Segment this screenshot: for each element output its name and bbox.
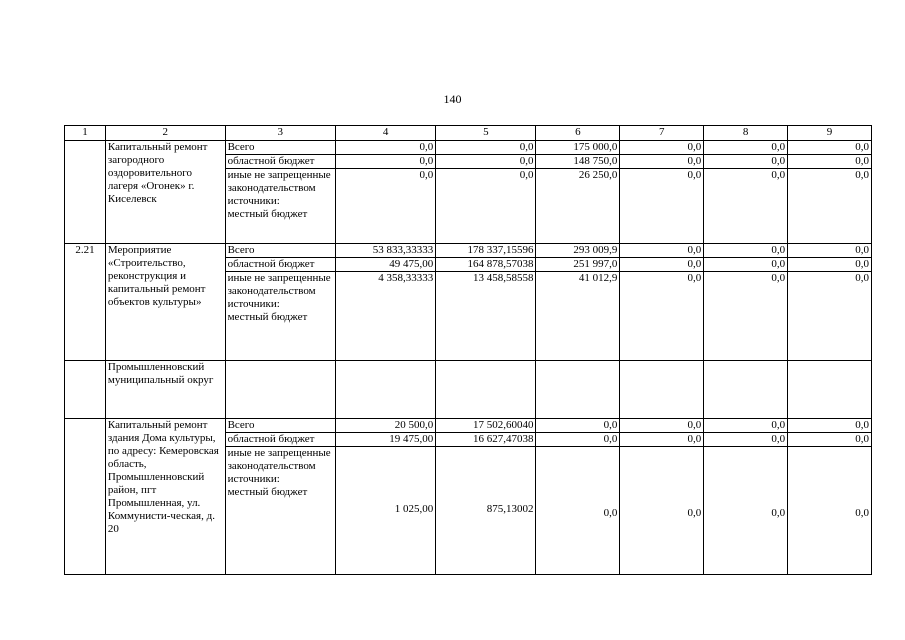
empty-cell xyxy=(788,361,872,419)
value-cell: 4 358,33333 xyxy=(336,272,436,361)
value-cell: 0,0 xyxy=(620,244,704,258)
value-cell: 0,0 xyxy=(704,169,788,244)
header-cell: 5 xyxy=(436,126,536,141)
row-index xyxy=(65,419,106,575)
funding-source xyxy=(225,169,335,244)
header-cell: 7 xyxy=(620,126,704,141)
value-cell: 49 475,00 xyxy=(336,258,436,272)
header-cell: 8 xyxy=(704,126,788,141)
table-header-row xyxy=(65,126,872,141)
empty-cell xyxy=(704,361,788,419)
header-cell: 9 xyxy=(788,126,872,141)
value-cell: 26 250,0 xyxy=(536,169,620,244)
value-cell: 0,0 xyxy=(704,155,788,169)
value-cell: 0,0 xyxy=(704,258,788,272)
source-local-label: местный бюджет xyxy=(227,486,308,498)
empty-cell xyxy=(536,361,620,419)
value-cell: 53 833,33333 xyxy=(336,244,436,258)
value-cell: 0,0 xyxy=(704,433,788,447)
value-cell: 0,0 xyxy=(620,272,704,361)
source-other-label: иные не запрещенные законодательством источники: xyxy=(227,447,331,485)
empty-cell xyxy=(620,361,704,419)
value-cell: 0,0 xyxy=(536,433,620,447)
value-cell: 13 458,58558 xyxy=(436,272,536,361)
header-cell: 4 xyxy=(336,126,436,141)
funding-source: Всего xyxy=(225,244,335,258)
value-cell: 0,0 xyxy=(436,141,536,155)
value-cell: 17 502,60040 xyxy=(436,419,536,433)
item-name: Промышленновский муниципальный округ xyxy=(105,361,225,419)
value-cell: 0,0 xyxy=(620,419,704,433)
value-cell: 0,0 xyxy=(788,169,872,244)
funding-source: Всего xyxy=(225,141,335,155)
funding-source: областной бюджет xyxy=(225,155,335,169)
value-cell: 0,0 xyxy=(436,169,536,244)
funding-source: Всего xyxy=(225,419,335,433)
empty-cell xyxy=(436,361,536,419)
value-cell: 0,0 xyxy=(620,258,704,272)
value-cell: 0,0 xyxy=(788,141,872,155)
budget-table xyxy=(64,125,872,575)
value-cell: 0,0 xyxy=(620,433,704,447)
funding-source xyxy=(225,272,335,361)
value-cell: 0,0 xyxy=(336,169,436,244)
funding-source: областной бюджет xyxy=(225,258,335,272)
value-cell: 0,0 xyxy=(788,155,872,169)
value-cell: 0,0 xyxy=(788,419,872,433)
header-cell: 2 xyxy=(105,126,225,141)
funding-source: областной бюджет xyxy=(225,433,335,447)
value-cell: 0,0 xyxy=(788,272,872,361)
header-cell: 3 xyxy=(225,126,335,141)
value-cell: 0,0 xyxy=(788,433,872,447)
value-cell: 0,0 xyxy=(536,419,620,433)
value-cell: 0,0 xyxy=(620,155,704,169)
item-name: Капитальный ремонт здания Дома культуры, по адресу: Кемеровская область, Промышленновский район, пгт Промышленная, ул. Коммунисти-ческая, д. 20 xyxy=(105,419,225,575)
table-row xyxy=(65,141,872,155)
source-other-label: иные не запрещенные законодательством источники: xyxy=(227,272,331,310)
value-cell: 0,0 xyxy=(704,419,788,433)
value-cell: 1 025,00 xyxy=(336,447,436,575)
source-local-label: местный бюджет xyxy=(227,311,308,323)
value-cell: 148 750,0 xyxy=(536,155,620,169)
row-index: 2.21 xyxy=(65,244,106,361)
value-cell: 0,0 xyxy=(788,244,872,258)
row-index xyxy=(65,361,106,419)
value-cell: 875,13002 xyxy=(436,447,536,575)
table-row xyxy=(65,244,872,258)
value-cell: 19 475,00 xyxy=(336,433,436,447)
value-cell: 293 009,9 xyxy=(536,244,620,258)
item-name: Мероприятие «Строительство, реконструкция и капитальный ремонт объектов культуры» xyxy=(105,244,225,361)
source-other-label: иные не запрещенные законодательством источники: xyxy=(227,169,331,207)
value-cell: 0,0 xyxy=(620,141,704,155)
value-cell: 0,0 xyxy=(336,155,436,169)
item-name: Капитальный ремонт загородного оздоровительного лагеря «Огонек» г. Киселевск xyxy=(105,141,225,244)
header-cell: 1 xyxy=(65,126,106,141)
value-cell: 16 627,47038 xyxy=(436,433,536,447)
empty-cell xyxy=(225,361,335,419)
source-local-label: местный бюджет xyxy=(227,208,308,220)
value-cell: 0,0 xyxy=(704,141,788,155)
value-cell: 0,0 xyxy=(704,272,788,361)
value-cell: 0,0 xyxy=(436,155,536,169)
value-cell: 178 337,15596 xyxy=(436,244,536,258)
value-cell: 175 000,0 xyxy=(536,141,620,155)
empty-cell xyxy=(336,361,436,419)
value-cell: 0,0 xyxy=(788,447,872,575)
table-row xyxy=(65,419,872,433)
value-cell: 0,0 xyxy=(704,244,788,258)
value-cell: 164 878,57038 xyxy=(436,258,536,272)
value-cell: 0,0 xyxy=(788,258,872,272)
row-index xyxy=(65,141,106,244)
value-cell: 0,0 xyxy=(536,447,620,575)
value-cell: 0,0 xyxy=(620,169,704,244)
header-cell: 6 xyxy=(536,126,620,141)
value-cell: 251 997,0 xyxy=(536,258,620,272)
page-number: 140 xyxy=(443,92,462,106)
value-cell: 0,0 xyxy=(704,447,788,575)
funding-source xyxy=(225,447,335,575)
value-cell: 41 012,9 xyxy=(536,272,620,361)
value-cell: 0,0 xyxy=(336,141,436,155)
value-cell: 20 500,0 xyxy=(336,419,436,433)
table-row xyxy=(65,361,872,419)
value-cell: 0,0 xyxy=(620,447,704,575)
